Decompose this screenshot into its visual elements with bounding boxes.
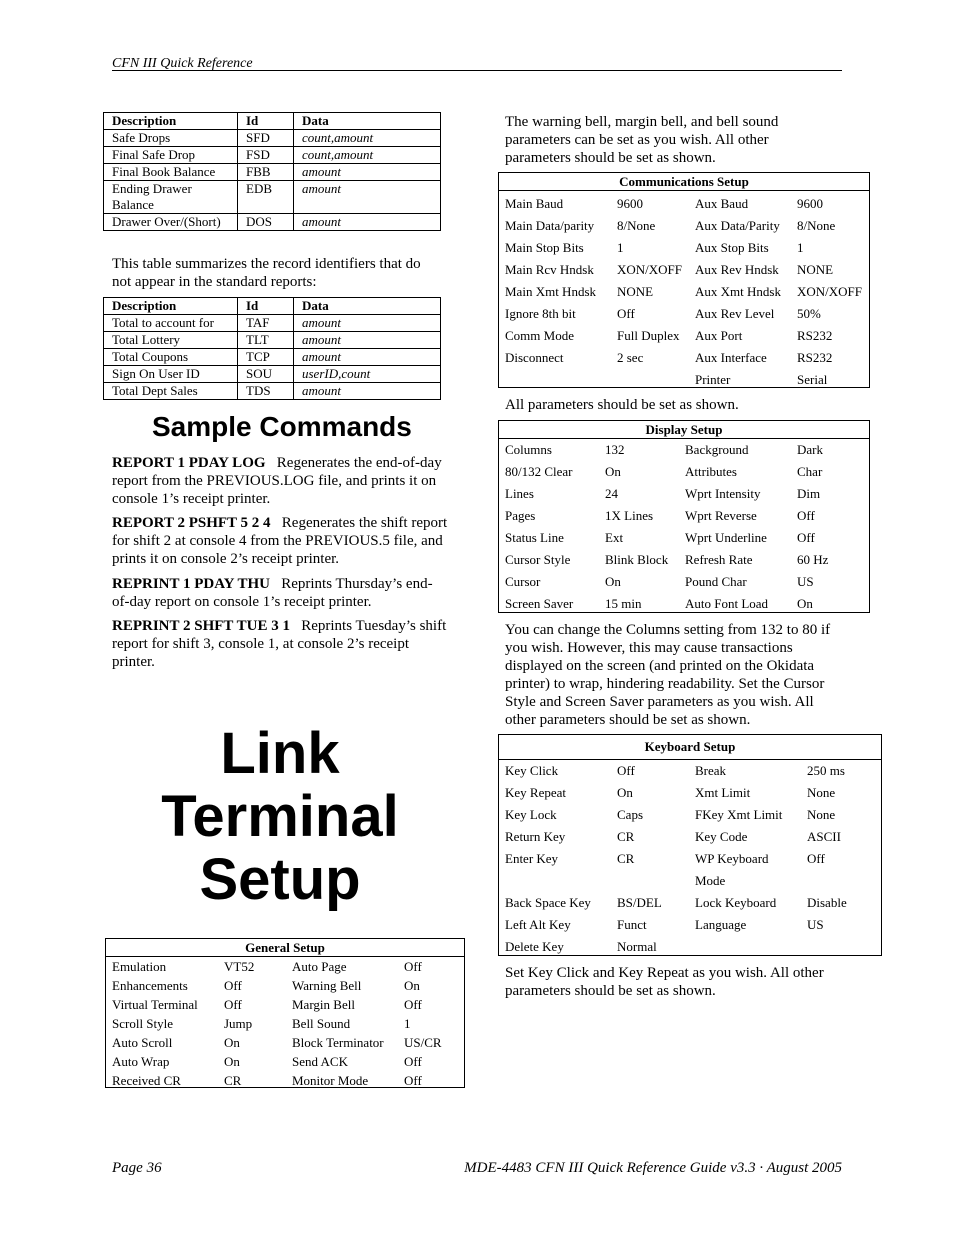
setting-name: Pound Char — [685, 574, 747, 589]
setting-name: Aux Baud — [695, 196, 749, 211]
setup-row — [499, 218, 869, 240]
command-item — [112, 617, 448, 671]
table-cell: DOS — [238, 214, 294, 231]
table-cell: amount — [294, 181, 441, 214]
setup-row — [499, 939, 881, 961]
setting-name: Background — [685, 442, 749, 457]
setting-value: On — [224, 1035, 240, 1050]
running-header: CFN III Quick Reference — [112, 56, 253, 71]
column-header: Id — [238, 298, 294, 315]
table-header-row — [104, 113, 441, 130]
setting-name: Main Baud — [505, 196, 564, 211]
setup-row — [499, 486, 869, 508]
setting-value: 132 — [605, 442, 625, 457]
setup-row — [499, 763, 881, 785]
setup-row — [499, 552, 869, 574]
setup-row — [499, 328, 869, 350]
table-cell: amount — [294, 332, 441, 349]
setting-value: On — [797, 596, 813, 611]
setting-name: Pages — [505, 508, 536, 523]
setting-name: Attributes — [685, 464, 737, 479]
command-description: Reprints Tuesday’s shift report for shift 3, console 1, at console 2’s receipt printer. — [112, 618, 447, 670]
setting-value: 9600 — [797, 196, 823, 211]
setting-name: Aux Rev Level — [695, 306, 775, 321]
keyboard-note: Set Key Click and Key Repeat as you wish. All other parameters should be set as shown. — [505, 965, 824, 999]
setting-value: Ext — [605, 530, 624, 545]
setting-value: VT52 — [224, 959, 255, 974]
table-row — [104, 130, 441, 147]
setting-name: Key Click — [505, 763, 559, 778]
table2-intro: This table summarizes the record identifiers that do not appear in the standard reports: — [112, 256, 421, 290]
comm-intro: The warning bell, margin bell, and bell sound parameters can be set as you wish. All other parameters should be set as shown. — [505, 114, 779, 166]
setting-value: NONE — [617, 284, 654, 299]
setup-row — [499, 284, 869, 306]
setup-row — [106, 1073, 464, 1092]
setup-row — [499, 196, 869, 218]
setting-value: Off — [797, 508, 815, 523]
table-cell: Safe Drops — [104, 130, 238, 147]
setting-name: Received CR — [112, 1073, 181, 1088]
setting-name: Return Key — [505, 829, 566, 844]
command-item — [112, 575, 448, 611]
setup-row — [499, 464, 869, 486]
setting-name: Emulation — [112, 959, 167, 974]
display-note: You can change the Columns setting from 132 to 80 if you wish. However, this may cause transactions displayed on the screen (and printed on the Okidata printer) to wrap, hindering readability. Set the Cursor Style and Screen Saver parameters as you wish. All other parameters should be set as shown. — [505, 622, 831, 728]
setting-value: 8/None — [617, 218, 656, 233]
setting-name: Back Space Key — [505, 895, 591, 910]
setting-value: CR — [617, 851, 635, 866]
setting-value: Funct — [617, 917, 647, 932]
table-cell: SFD — [238, 130, 294, 147]
setup-title: Communications Setup — [499, 173, 869, 191]
setting-name: Break — [695, 763, 727, 778]
setting-value: Jump — [224, 1016, 253, 1031]
setting-value: On — [605, 574, 621, 589]
command-item — [112, 454, 448, 508]
column-header: Data — [294, 298, 441, 315]
setting-name: Aux Rev Hndsk — [695, 262, 779, 277]
setting-name: Enhancements — [112, 978, 188, 993]
setting-value: Dim — [797, 486, 821, 501]
setup-title: Display Setup — [499, 421, 869, 439]
setting-value: Caps — [617, 807, 643, 822]
title-line: Setup — [199, 847, 361, 912]
setting-name: Status Line — [505, 530, 564, 545]
setting-name: 80/132 Clear — [505, 464, 573, 479]
general-setup-table — [105, 938, 465, 1088]
setting-value: Full Duplex — [617, 328, 680, 343]
setting-name: Main Xmt Hndsk — [505, 284, 596, 299]
command-name: REPORT 1 PDAY LOG — [112, 455, 266, 471]
command-description: Regenerates the end-of-day report from the PREVIOUS.LOG file, and prints it on console 1’s receipt printer. — [112, 455, 442, 507]
table-cell: EDB — [238, 181, 294, 214]
setting-name: Wprt Intensity — [685, 486, 761, 501]
setting-name: Send ACK — [292, 1054, 348, 1069]
setting-value: Off — [807, 851, 825, 866]
setup-row — [499, 240, 869, 262]
table-cell: FSD — [238, 147, 294, 164]
setting-name: Margin Bell — [292, 997, 355, 1012]
table-cell: count,amount — [294, 147, 441, 164]
setting-name: Columns — [505, 442, 552, 457]
setting-name: Lock Keyboard — [695, 895, 777, 910]
setting-value: CR — [617, 829, 635, 844]
setup-row — [499, 895, 881, 917]
setting-name: Aux Stop Bits — [695, 240, 769, 255]
table-row — [104, 349, 441, 366]
table-cell: TDS — [238, 383, 294, 400]
command-name: REPRINT 1 PDAY THU — [112, 576, 270, 592]
table-cell: TLT — [238, 332, 294, 349]
setting-value: XON/XOFF — [617, 262, 683, 277]
setting-value: Normal — [617, 939, 657, 954]
setting-value: Off — [617, 763, 635, 778]
setup-row — [106, 1054, 464, 1073]
setup-row — [499, 372, 869, 394]
table-header-row — [104, 298, 441, 315]
table-cell: Total to account for — [104, 315, 238, 332]
setting-value: BS/DEL — [617, 895, 662, 910]
setting-name — [499, 372, 611, 394]
setting-value — [801, 939, 881, 961]
setup-row — [106, 1035, 464, 1054]
setting-name: Aux Data/Parity — [695, 218, 780, 233]
table-cell: amount — [294, 164, 441, 181]
title-line: Link — [220, 721, 340, 786]
record-id-table-1 — [103, 112, 441, 231]
setting-value: Char — [797, 464, 823, 479]
table-cell: Ending Drawer Balance — [104, 181, 238, 214]
table-cell: Final Safe Drop — [104, 147, 238, 164]
setting-value: CR — [224, 1073, 242, 1088]
table-cell: Sign On User ID — [104, 366, 238, 383]
setting-name: Lines — [505, 486, 534, 501]
setting-name: Block Terminator — [292, 1035, 384, 1050]
table-row — [104, 164, 441, 181]
table-cell: Final Book Balance — [104, 164, 238, 181]
setting-value: Blink Block — [605, 552, 669, 567]
setting-name: Refresh Rate — [685, 552, 753, 567]
setup-row — [499, 873, 881, 895]
table-cell: Total Dept Sales — [104, 383, 238, 400]
setting-name — [499, 873, 611, 895]
setup-row — [106, 978, 464, 997]
setting-name: Aux Xmt Hndsk — [695, 284, 781, 299]
setting-value: Off — [617, 306, 635, 321]
setting-value: US — [807, 917, 824, 932]
setting-name: Printer — [695, 372, 731, 387]
setting-value — [611, 873, 689, 895]
table-cell: amount — [294, 349, 441, 366]
command-description: Regenerates the shift report for shift 2 at console 4 from the PREVIOUS.5 file, and prints it on console 2’s receipt printer. — [112, 515, 448, 567]
setting-value: On — [617, 785, 633, 800]
setting-name: Aux Port — [695, 328, 743, 343]
setting-name: Virtual Terminal — [112, 997, 198, 1012]
setting-value: 1 — [404, 1016, 411, 1031]
communications-setup-table — [498, 172, 870, 388]
command-name: REPRINT 2 SHFT TUE 3 1 — [112, 618, 290, 634]
setting-value: Off — [404, 959, 422, 974]
setting-name: Auto Page — [292, 959, 347, 974]
document-id: MDE-4483 CFN III Quick Reference Guide v3.3 · August 2005 — [464, 1160, 842, 1176]
setting-value: 50% — [797, 306, 821, 321]
setting-name: Main Data/parity — [505, 218, 595, 233]
setting-name: Auto Scroll — [112, 1035, 173, 1050]
column-header: Id — [238, 113, 294, 130]
table-cell: Drawer Over/(Short) — [104, 214, 238, 231]
sample-commands-heading: Sample Commands — [152, 411, 412, 442]
setting-name: FKey Xmt Limit — [695, 807, 783, 822]
table-cell: count,amount — [294, 130, 441, 147]
setting-value: NONE — [797, 262, 834, 277]
setting-value: 9600 — [617, 196, 643, 211]
setting-name: Mode — [695, 873, 726, 888]
setting-name: Cursor Style — [505, 552, 571, 567]
setup-row — [499, 851, 881, 873]
table-cell: Total Lottery — [104, 332, 238, 349]
setup-row — [499, 306, 869, 328]
setting-value: US — [797, 574, 814, 589]
setting-value: Off — [404, 1054, 422, 1069]
setting-name: Wprt Underline — [685, 530, 767, 545]
setting-value: On — [605, 464, 621, 479]
table-row — [104, 147, 441, 164]
table-cell: amount — [294, 315, 441, 332]
setup-row — [499, 807, 881, 829]
setting-name: Wprt Reverse — [685, 508, 757, 523]
setting-name: Disconnect — [505, 350, 564, 365]
setup-row — [106, 997, 464, 1016]
setting-value: On — [404, 978, 420, 993]
display-intro: All parameters should be set as shown. — [505, 397, 739, 413]
setting-name: Enter Key — [505, 851, 559, 866]
column-header: Data — [294, 113, 441, 130]
table-cell: FBB — [238, 164, 294, 181]
table-cell: amount — [294, 214, 441, 231]
page-number: Page 36 — [112, 1160, 162, 1176]
setting-name: Language — [695, 917, 747, 932]
table-cell: amount — [294, 383, 441, 400]
setup-row — [499, 574, 869, 596]
table-cell: TAF — [238, 315, 294, 332]
setup-row — [499, 829, 881, 851]
setup-row — [499, 442, 869, 464]
setting-name: Key Lock — [505, 807, 557, 822]
setting-value: Off — [404, 997, 422, 1012]
command-name: REPORT 2 PSHFT 5 2 4 — [112, 515, 271, 531]
setting-value: 1 — [617, 240, 624, 255]
setup-row — [499, 917, 881, 939]
setting-value: Serial — [797, 372, 828, 387]
table-cell: userID,count — [294, 366, 441, 383]
table-row — [104, 366, 441, 383]
setting-name: Left Alt Key — [505, 917, 571, 932]
table-row — [104, 383, 441, 400]
setting-value — [801, 873, 881, 895]
setup-row — [106, 1016, 464, 1035]
setting-value: 24 — [605, 486, 618, 501]
setting-value: On — [224, 1054, 240, 1069]
table-row — [104, 315, 441, 332]
table-row — [104, 181, 441, 214]
setting-value: 15 min — [605, 596, 642, 611]
column-header: Description — [104, 298, 238, 315]
record-id-table-2 — [103, 297, 441, 400]
table-cell: Total Coupons — [104, 349, 238, 366]
setting-name: Xmt Limit — [695, 785, 751, 800]
setup-row — [499, 262, 869, 284]
setting-value: Dark — [797, 442, 823, 457]
setting-name: Auto Font Load — [685, 596, 769, 611]
header-rule — [112, 70, 842, 71]
setting-name: Monitor Mode — [292, 1073, 369, 1088]
setting-name: Auto Wrap — [112, 1054, 170, 1069]
column-header: Description — [104, 113, 238, 130]
setup-row — [499, 785, 881, 807]
setting-name: Main Rcv Hndsk — [505, 262, 594, 277]
setting-value: Off — [797, 530, 815, 545]
setting-name: WP Keyboard — [695, 851, 769, 866]
setting-value: RS232 — [797, 350, 833, 365]
table-cell: SOU — [238, 366, 294, 383]
setting-name: Key Code — [695, 829, 748, 844]
command-item — [112, 514, 448, 568]
table-cell: TCP — [238, 349, 294, 366]
setting-name: Screen Saver — [505, 596, 574, 611]
setting-value: Off — [224, 997, 242, 1012]
setup-row — [499, 508, 869, 530]
keyboard-setup-table — [498, 734, 882, 956]
setting-value — [611, 372, 689, 394]
setting-value: 250 ms — [807, 763, 845, 778]
setting-name: Key Repeat — [505, 785, 567, 800]
setup-row — [499, 350, 869, 372]
setting-value: Off — [404, 1073, 422, 1088]
setting-value: ASCII — [807, 829, 841, 844]
setup-title: Keyboard Setup — [499, 735, 881, 760]
setting-name: Ignore 8th bit — [505, 306, 576, 321]
setting-value: None — [807, 785, 836, 800]
setting-value: US/CR — [404, 1035, 442, 1050]
setting-name: Scroll Style — [112, 1016, 174, 1031]
setting-value: XON/XOFF — [797, 284, 863, 299]
setting-value: RS232 — [797, 328, 833, 343]
setting-value: Off — [224, 978, 242, 993]
setting-name: Aux Interface — [695, 350, 767, 365]
setting-name: Warning Bell — [292, 978, 362, 993]
setting-value: Disable — [807, 895, 847, 910]
setting-value: 2 sec — [617, 350, 644, 365]
setting-value: 1X Lines — [605, 508, 654, 523]
table-row — [104, 214, 441, 231]
setting-name: Bell Sound — [292, 1016, 351, 1031]
table-row — [104, 332, 441, 349]
setting-name — [689, 939, 801, 961]
setting-value: 1 — [797, 240, 804, 255]
link-terminal-setup-title — [100, 722, 460, 911]
setting-name: Main Stop Bits — [505, 240, 584, 255]
setting-value: 8/None — [797, 218, 836, 233]
setup-row — [106, 959, 464, 978]
display-setup-table — [498, 420, 870, 613]
setting-value: 60 Hz — [797, 552, 829, 567]
command-description: Reprints Thursday’s end-of-day report on console 1’s receipt printer. — [112, 576, 433, 610]
setup-row — [499, 530, 869, 552]
setting-value: None — [807, 807, 836, 822]
setup-row — [499, 596, 869, 618]
setting-name: Cursor — [505, 574, 541, 589]
setting-name: Comm Mode — [505, 328, 574, 343]
title-line: Terminal — [161, 784, 399, 849]
setup-title: General Setup — [106, 939, 464, 957]
setting-name: Delete Key — [505, 939, 564, 954]
